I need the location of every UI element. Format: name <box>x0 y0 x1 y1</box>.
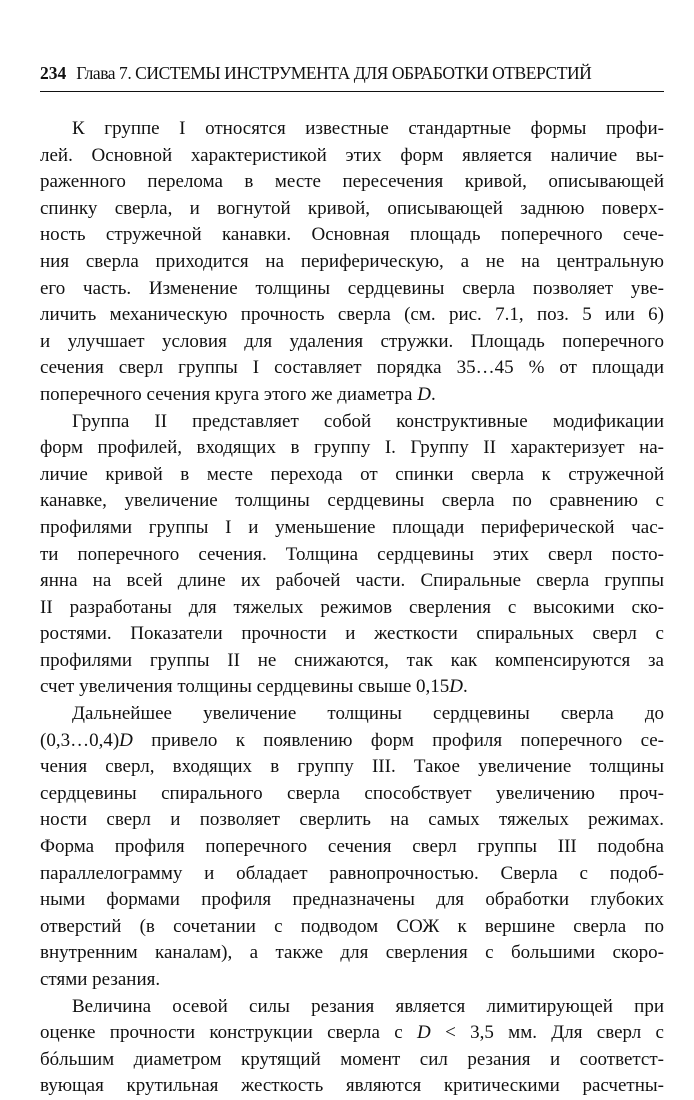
text-line <box>40 595 664 622</box>
text-line <box>40 409 664 436</box>
text-line <box>40 621 664 648</box>
italic-symbol: D <box>417 383 431 405</box>
text-line <box>40 249 664 276</box>
text-line <box>40 196 664 223</box>
text-segment: сечения сверл группы I составляет порядка 35…45 % от площади <box>40 357 664 379</box>
text-segment: стями резания. <box>40 969 161 990</box>
text-segment: Форма профиля поперечного сечения сверл группы III подобна <box>40 836 664 858</box>
text-segment: спинку сверла, и вогнутой кривой, описывающей заднюю поверх- <box>40 197 664 219</box>
text-segment: К группе I относятся известные стандартные формы профи- <box>72 118 664 139</box>
text-segment: ными формами профиля предназначены для обработки глубоких <box>40 889 664 911</box>
text-segment: . <box>463 676 468 698</box>
text-segment: лей. Основной характеристикой этих форм является наличие вы- <box>40 144 664 166</box>
text-line <box>40 674 664 701</box>
paragraph <box>40 116 664 409</box>
text-line <box>40 1047 664 1074</box>
text-segment: профилями группы I и уменьшение площади периферической час- <box>40 516 664 538</box>
text-line <box>40 648 664 675</box>
text-line <box>40 143 664 170</box>
italic-symbol: D <box>449 676 464 698</box>
text-segment: < 3,5 мм. Для сверл с <box>430 1022 664 1044</box>
text-segment: (0,3…0,4) <box>40 729 120 751</box>
text-line <box>40 728 664 755</box>
italic-symbol: D <box>417 1022 431 1044</box>
text-segment: форм профилей, входящих в группу I. Группу II характеризует на- <box>40 437 664 459</box>
running-header <box>40 60 664 86</box>
text-segment: II разработаны для тяжелых режимов сверления с высокими ско- <box>40 596 664 618</box>
text-segment: внутренним каналам), а также для сверления с большими скоро- <box>40 942 664 964</box>
text-segment: счет увеличения толщины сердцевины свыше 0,15 <box>40 676 450 698</box>
text-line <box>40 222 664 249</box>
text-line <box>40 169 664 196</box>
chapter-title: Глава 7. СИСТЕМЫ ИНСТРУМЕНТА ДЛЯ ОБРАБОТКИ ОТВЕРСТИЙ <box>76 63 592 83</box>
text-line <box>40 515 664 542</box>
text-segment: оценке прочности конструкции сверла с <box>40 1022 418 1044</box>
text-line <box>40 781 664 808</box>
text-segment: ния сверла приходится на периферическую, а не на центральную <box>40 250 664 272</box>
text-line <box>40 701 664 728</box>
text-line <box>40 488 664 515</box>
text-line <box>40 940 664 967</box>
text-line <box>40 116 664 143</box>
text-line <box>40 861 664 888</box>
text-segment: ности сверл и позволяет сверлить на самых тяжелых режимах. <box>40 809 664 831</box>
text-segment: профилями группы II не снижаются, так как компенсируются за <box>40 649 664 671</box>
page-number: 234 <box>40 63 67 83</box>
text-line <box>40 1073 664 1100</box>
text-line <box>40 302 664 329</box>
text-line <box>40 435 664 462</box>
text-line <box>40 807 664 834</box>
text-segment: чения сверл, входящих в группу III. Такое увеличение толщины <box>40 756 664 778</box>
text-line <box>40 914 664 941</box>
text-line <box>40 382 664 409</box>
text-segment: янна на всей длине их рабочей части. Спиральные сверла группы <box>40 570 664 592</box>
header-rule <box>40 91 664 92</box>
text-segment: личие кривой в месте перехода от спинки сверла к стружечной <box>40 463 664 485</box>
text-line <box>40 542 664 569</box>
text-segment: раженного перелома в месте пересечения кривой, описывающей <box>40 171 664 193</box>
text-segment: ность стружечной канавки. Основная площадь поперечного сече- <box>40 224 664 246</box>
text-segment: ти поперечного сечения. Толщина сердцевины этих сверл посто- <box>40 543 664 565</box>
text-line <box>40 568 664 595</box>
text-line <box>40 1020 664 1047</box>
text-segment: личить механическую прочность сверла (см. рис. 7.1, поз. 5 или 6) <box>40 304 664 326</box>
text-segment: Величина осевой силы резания является лимитирующей при <box>72 995 664 1017</box>
text-segment: Группа II представляет собой конструктивные модификации <box>72 410 664 432</box>
text-line <box>40 887 664 914</box>
text-line <box>40 462 664 489</box>
text-segment: привело к появлению форм профиля поперечного се- <box>132 729 664 751</box>
text-segment: поперечного сечения круга этого же диаметра <box>40 383 418 405</box>
text-line <box>40 355 664 382</box>
text-segment: ростями. Показатели прочности и жесткости спиральных сверл с <box>40 623 664 645</box>
paragraph <box>40 994 664 1100</box>
text-line <box>40 276 664 303</box>
text-line <box>40 329 664 356</box>
text-segment: его часть. Изменение толщины сердцевины сверла позволяет уве- <box>40 277 664 299</box>
text-segment: канавке, увеличение толщины сердцевины сверла по сравнению с <box>40 490 664 512</box>
text-segment: отверстий (в сочетании с подводом СОЖ к вершине сверла по <box>40 915 664 937</box>
text-segment: параллелограмму и обладает равнопрочностью. Сверла с подоб- <box>40 862 664 884</box>
paragraph <box>40 409 664 702</box>
text-line <box>40 834 664 861</box>
text-line <box>40 967 664 994</box>
text-segment: сердцевины спирального сверла способствует увеличению проч- <box>40 782 664 804</box>
paragraph <box>40 701 664 994</box>
italic-symbol: D <box>119 729 133 751</box>
text-line <box>40 754 664 781</box>
text-segment: . <box>430 383 436 405</box>
text-segment: и улучшает условия для удаления стружки. Площадь поперечного <box>40 330 664 352</box>
text-segment: Дальнейшее увеличение толщины сердцевины сверла до <box>72 703 664 725</box>
text-line <box>40 994 664 1021</box>
text-segment: бóльшим диаметром крутящий момент сил резания и соответст- <box>40 1048 664 1070</box>
body-text <box>40 116 664 1100</box>
text-segment: вующая крутильная жесткость являются критическими расчетны- <box>40 1075 664 1097</box>
